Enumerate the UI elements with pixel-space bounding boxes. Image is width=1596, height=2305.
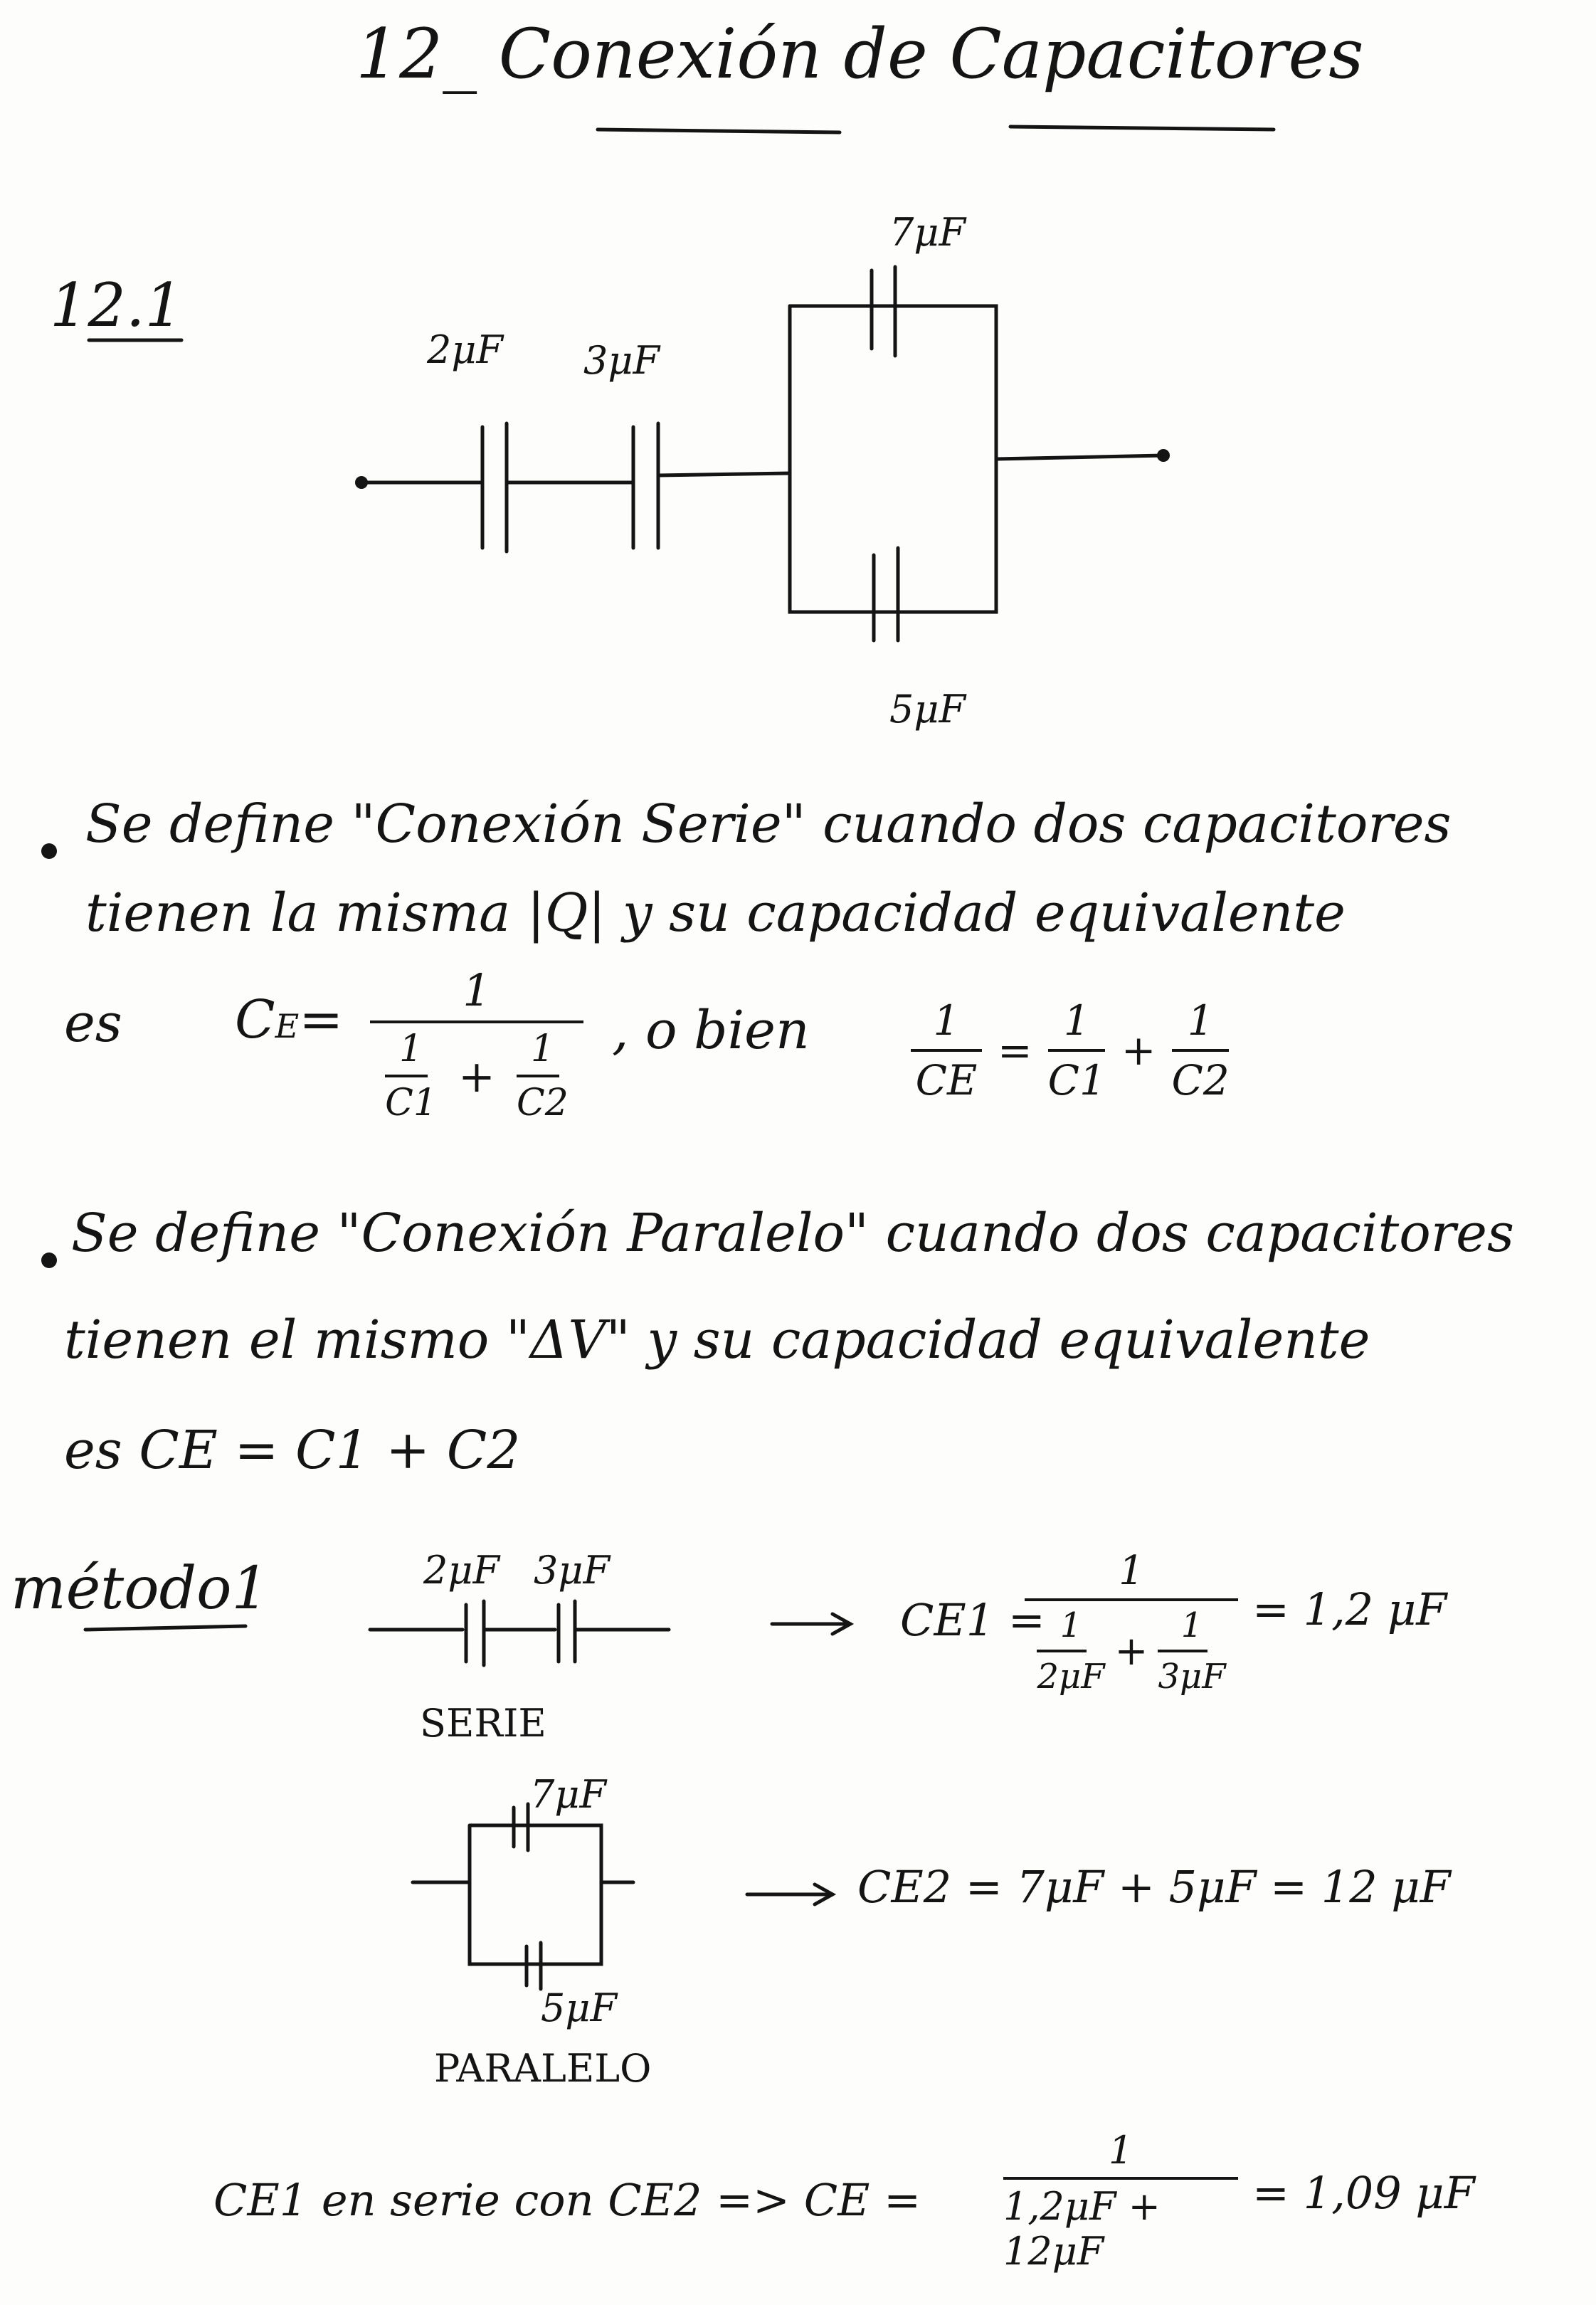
paralelo-caption: PARALELO — [434, 2046, 652, 2091]
ce1-fraction — [1025, 1548, 1238, 1697]
paralelo-def-line2: tienen el mismo "ΔV" y su capacidad equivalente — [64, 1309, 1370, 1371]
alt-r2-den: C2 — [1171, 1056, 1230, 1104]
ce-eq: = — [299, 989, 344, 1050]
par-label-7uf: 7μF — [530, 1772, 606, 1817]
serie-caption: SERIE — [420, 1701, 546, 1746]
ce1-term-2-den: 3μF — [1158, 1657, 1226, 1697]
serie-label-3uf: 3μF — [534, 1548, 610, 1593]
ce1-den — [1037, 1605, 1225, 1697]
section-number: 12.1 — [50, 270, 184, 340]
serie-def-line2: tienen la misma |Q| y su capacidad equivalente — [85, 882, 1346, 944]
alt-r1-den: C1 — [1047, 1056, 1106, 1104]
serie-es: es — [64, 993, 122, 1054]
paralelo-def-line3: es CE = C1 + C2 — [64, 1420, 521, 1481]
ce2-expression: CE2 = 7μF + 5μF = 12 μF — [857, 1861, 1451, 1913]
alt-lhs-num: 1 — [933, 996, 960, 1045]
den-term-2-num: 1 — [530, 1028, 554, 1070]
final-fraction — [1003, 2128, 1238, 2274]
alt-lhs-den: CE — [915, 1056, 978, 1104]
ce1-term-2-bar — [1158, 1650, 1207, 1652]
den-plus: + — [458, 1050, 495, 1102]
ce1-term-1-bar — [1037, 1650, 1087, 1652]
den-term-1-den: C1 — [385, 1082, 438, 1124]
ce1-term-1-num: 1 — [1059, 1605, 1082, 1645]
ce1-term-1 — [1037, 1605, 1104, 1697]
ce-subscript: E — [275, 1007, 300, 1045]
ce1-term-1-den: 2μF — [1037, 1657, 1105, 1697]
ce1-plus: + — [1114, 1628, 1148, 1674]
ce-letter: C — [235, 989, 275, 1050]
den-term-2-den: C2 — [516, 1082, 569, 1124]
o-bien: , o bien — [612, 1000, 810, 1061]
label-5uf: 5μF — [889, 687, 966, 732]
label-3uf: 3μF — [583, 338, 660, 383]
label-7uf: 7μF — [889, 210, 966, 255]
alt-eq: = — [998, 1026, 1032, 1075]
ce1-term-2-num: 1 — [1180, 1605, 1203, 1645]
ce1-num: 1 — [1119, 1548, 1144, 1594]
final-result: = 1,09 μF — [1252, 2167, 1475, 2219]
par-label-5uf: 5μF — [541, 1985, 617, 2030]
alt-r2-num: 1 — [1187, 996, 1214, 1045]
serie-label-2uf: 2μF — [423, 1548, 500, 1593]
final-lhs: CE1 en serie con CE2 => CE = — [213, 2174, 921, 2226]
ce1-bar — [1025, 1598, 1238, 1601]
final-bar — [1003, 2177, 1238, 2180]
ce1-term-2 — [1158, 1605, 1225, 1697]
paralelo-def-line1: Se define "Conexión Paralelo" cuando dos capacitores — [71, 1203, 1514, 1264]
final-den: 1,2μF + 12μF — [1003, 2184, 1161, 2274]
alt-r1-num: 1 — [1063, 996, 1090, 1045]
page-title: 12_ Conexión de Capacitores — [356, 14, 1364, 94]
final-num: 1 — [1108, 2128, 1133, 2173]
ce1-lhs: CE1 = — [900, 1594, 1045, 1646]
label-2uf: 2μF — [427, 327, 503, 372]
metodo-label: método1 — [11, 1555, 269, 1623]
serie-def-line1: Se define "Conexión Serie" cuando dos capacitores — [85, 793, 1452, 855]
den-term-1-num: 1 — [399, 1028, 423, 1070]
serie-num: 1 — [463, 964, 491, 1016]
ce1-result: = 1,2 μF — [1252, 1583, 1447, 1635]
alt-plus: + — [1121, 1026, 1156, 1075]
